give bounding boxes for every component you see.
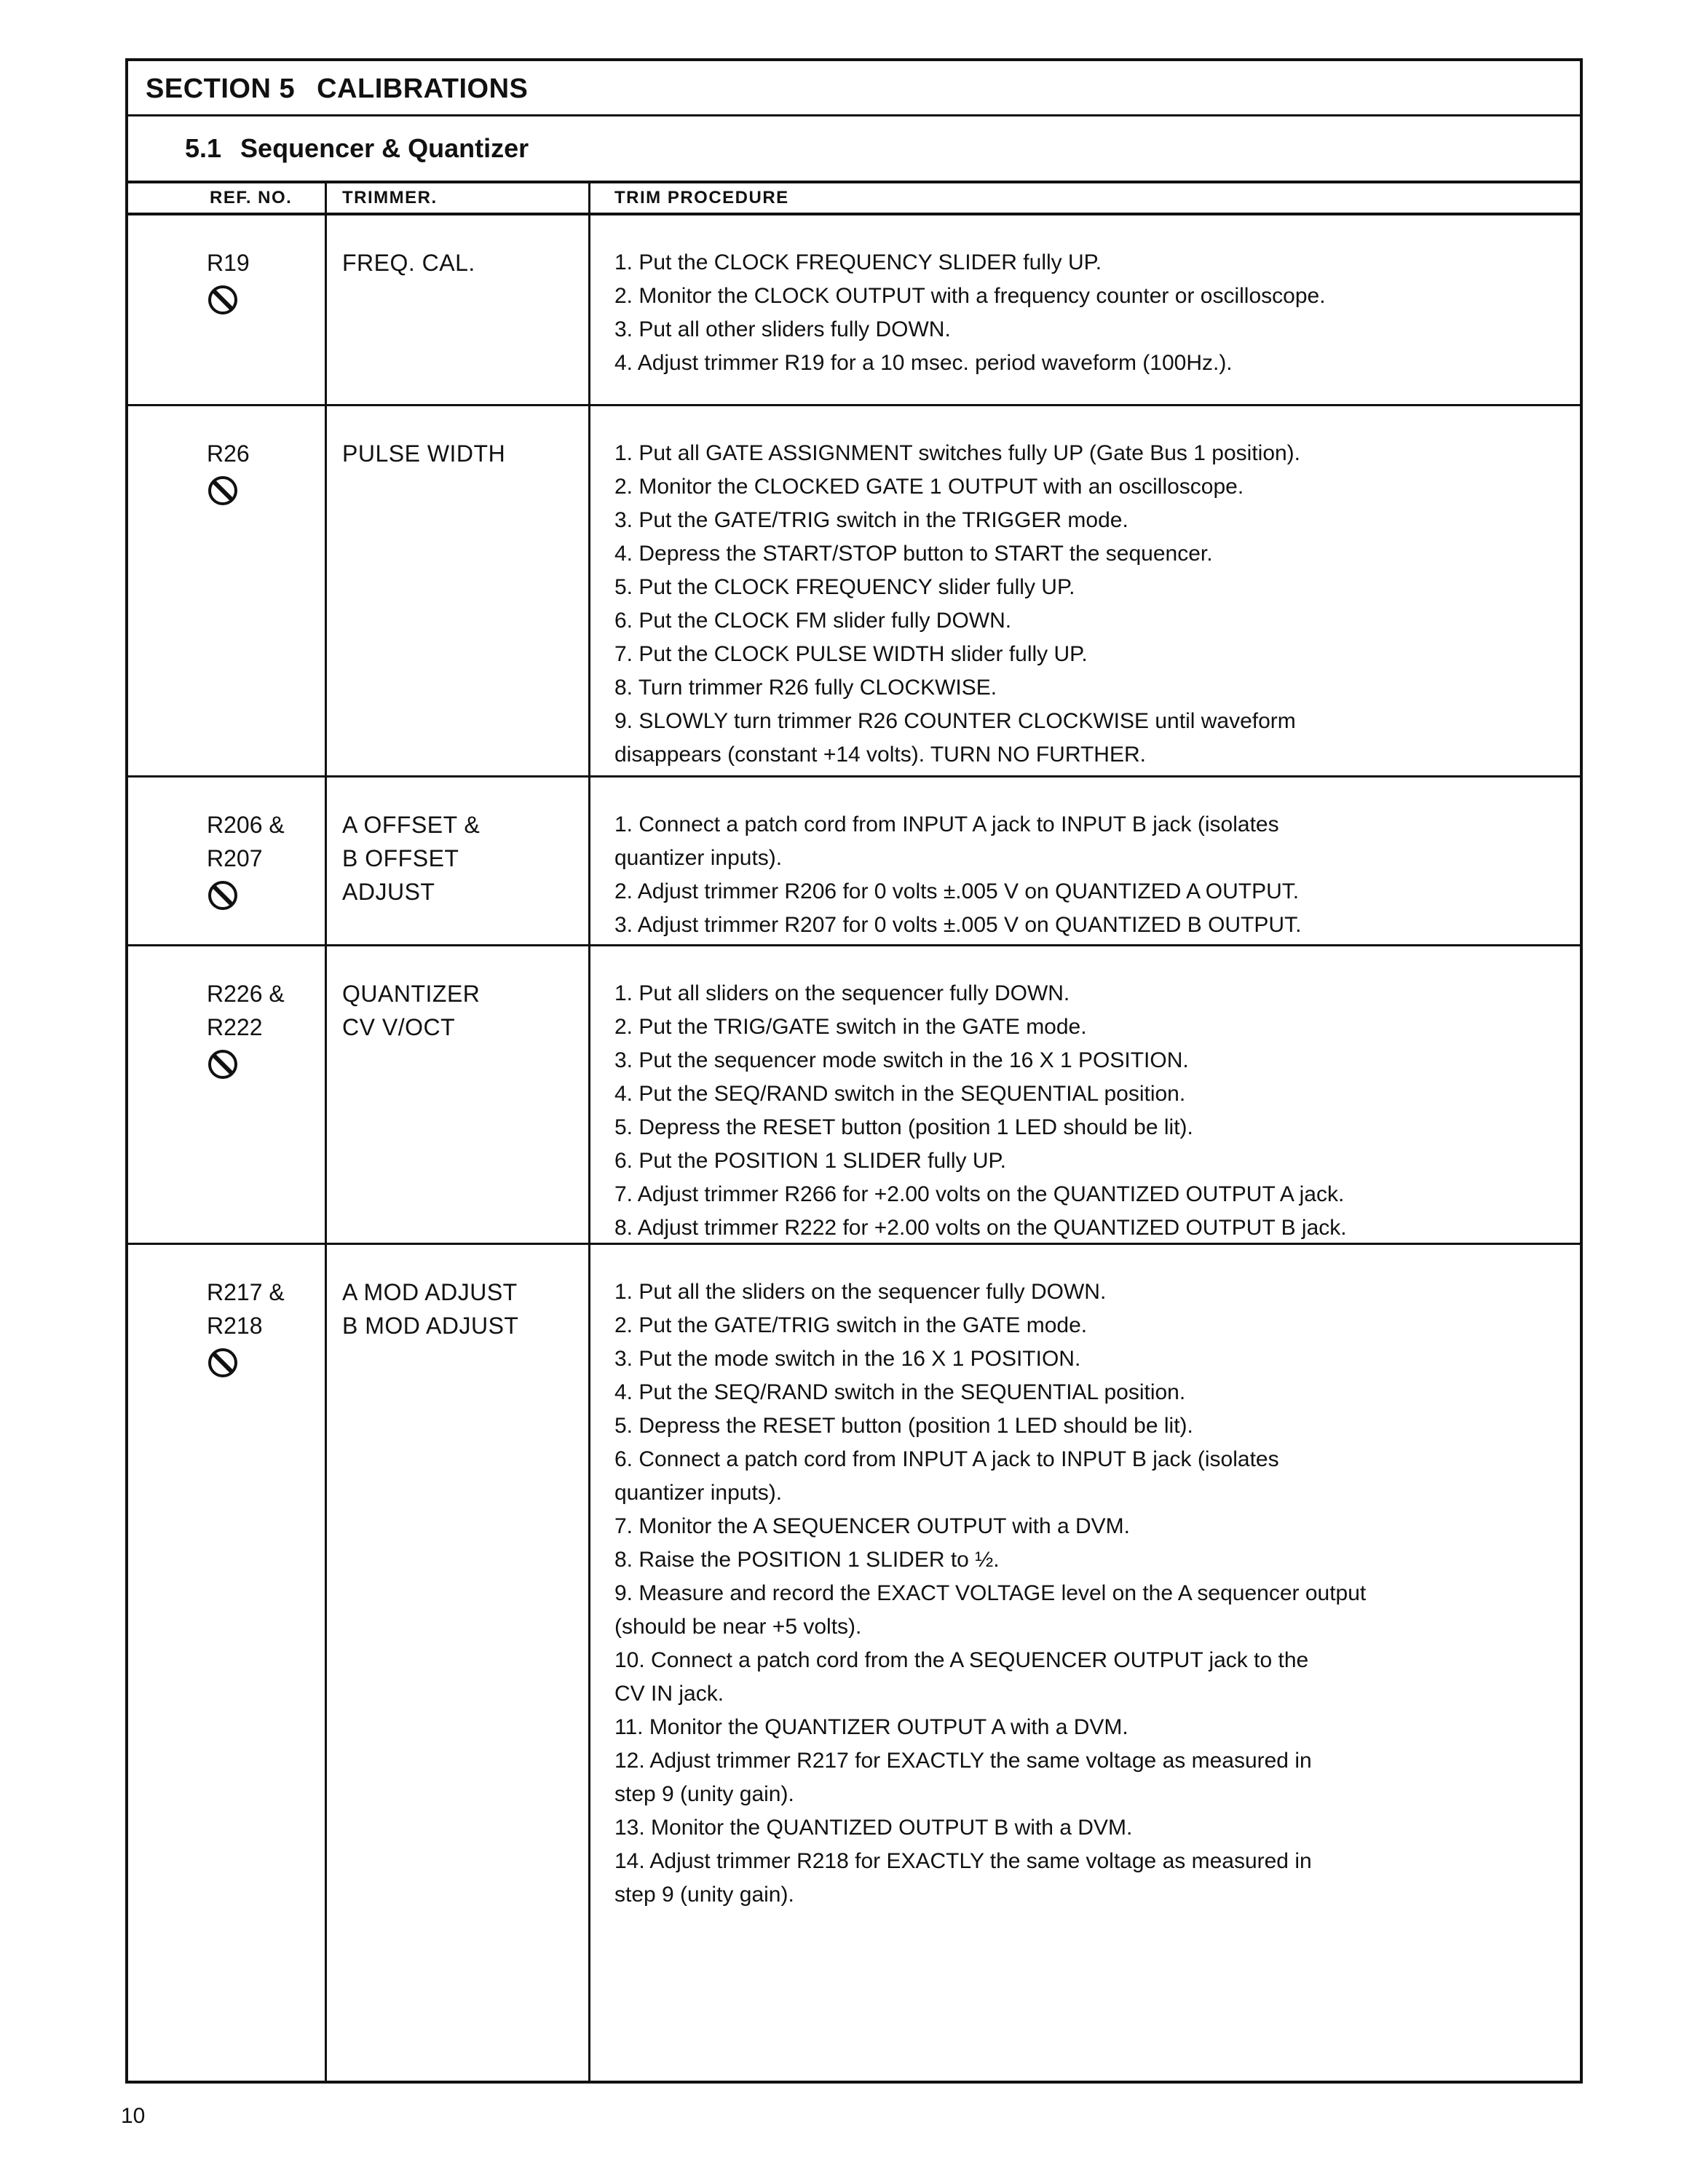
trimmer-cell	[342, 808, 480, 909]
procedure-step: 1. Put all the sliders on the sequencer fully DOWN.	[614, 1280, 1107, 1304]
column-header-ref: REF. NO.	[210, 188, 293, 207]
trimmer-name: CV V/OCT	[342, 1014, 456, 1040]
procedure-step: 14. Adjust trimmer R218 for EXACTLY the same voltage as measured in	[614, 1849, 1312, 1873]
procedure-cell	[614, 808, 1561, 942]
procedure-step: step 9 (unity gain).	[614, 1883, 794, 1907]
section-title: CALIBRATIONS	[317, 74, 529, 104]
procedure-step: 8. Raise the POSITION 1 SLIDER to ½.	[614, 1548, 1000, 1572]
procedure-step: 5. Put the CLOCK FREQUENCY slider fully UP.	[614, 575, 1075, 599]
trimmer-name: B OFFSET	[342, 845, 459, 871]
trimmer-name: A MOD ADJUST	[342, 1279, 518, 1305]
procedure-cell	[614, 977, 1561, 1245]
ref-number: R19	[207, 250, 250, 276]
calibration-row	[128, 946, 1580, 1245]
trimmer-cell	[342, 437, 505, 470]
subsection-header	[128, 116, 1580, 183]
procedure-step: 1. Put the CLOCK FREQUENCY SLIDER fully UP.	[614, 250, 1102, 274]
procedure-step: 7. Put the CLOCK PULSE WIDTH slider fully UP.	[614, 642, 1088, 666]
column-headers	[128, 183, 1580, 215]
procedure-step: 8. Adjust trimmer R222 for +2.00 volts on the QUANTIZED OUTPUT B jack.	[614, 1216, 1347, 1240]
procedure-step: 2. Adjust trimmer R206 for 0 volts ±.005 V on QUANTIZED A OUTPUT.	[614, 879, 1300, 903]
ref-cell	[207, 246, 250, 316]
procedure-step: 4. Put the SEQ/RAND switch in the SEQUENTIAL position.	[614, 1380, 1186, 1404]
procedure-step: 2. Monitor the CLOCKED GATE 1 OUTPUT with an oscilloscope.	[614, 475, 1244, 499]
procedure-step: 2. Put the GATE/TRIG switch in the GATE mode.	[614, 1313, 1088, 1337]
ref-number: R222	[207, 1014, 263, 1040]
procedure-step: 2. Monitor the CLOCK OUTPUT with a frequency counter or oscilloscope.	[614, 284, 1326, 308]
ref-number: R206 &	[207, 812, 285, 838]
ref-cell	[207, 808, 285, 911]
calibration-row	[128, 778, 1580, 946]
ref-number: R26	[207, 440, 250, 467]
procedure-step: (should be near +5 volts).	[614, 1615, 862, 1639]
procedure-step: 8. Turn trimmer R26 fully CLOCKWISE.	[614, 676, 997, 700]
trimmer-adjust-icon	[207, 1048, 239, 1080]
calibration-sheet	[125, 58, 1583, 2084]
procedure-step: 3. Put the GATE/TRIG switch in the TRIGGER mode.	[614, 508, 1128, 532]
procedure-step: 7. Adjust trimmer R266 for +2.00 volts on the QUANTIZED OUTPUT A jack.	[614, 1182, 1345, 1206]
procedure-step: 3. Put the sequencer mode switch in the 16 X 1 POSITION.	[614, 1048, 1189, 1072]
procedure-cell	[614, 246, 1561, 380]
procedure-cell	[614, 437, 1561, 772]
procedure-step: 7. Monitor the A SEQUENCER OUTPUT with a DVM.	[614, 1514, 1130, 1538]
trimmer-name: QUANTIZER	[342, 981, 481, 1007]
procedure-step: 5. Depress the RESET button (position 1 LED should be lit).	[614, 1115, 1193, 1139]
procedure-step: 11. Monitor the QUANTIZER OUTPUT A with a DVM.	[614, 1715, 1128, 1739]
trimmer-name: FREQ. CAL.	[342, 250, 475, 276]
procedure-step: 1. Put all sliders on the sequencer fully DOWN.	[614, 981, 1070, 1005]
procedure-step: 3. Adjust trimmer R207 for 0 volts ±.005 V on QUANTIZED B OUTPUT.	[614, 913, 1302, 937]
procedure-step: 4. Put the SEQ/RAND switch in the SEQUENTIAL position.	[614, 1082, 1186, 1106]
ref-number: R207	[207, 845, 263, 871]
procedure-step: 12. Adjust trimmer R217 for EXACTLY the same voltage as measured in	[614, 1749, 1312, 1773]
calibration-row	[128, 1245, 1580, 2084]
procedure-step: 3. Put the mode switch in the 16 X 1 POSITION.	[614, 1347, 1081, 1371]
procedure-step: 2. Put the TRIG/GATE switch in the GATE mode.	[614, 1015, 1087, 1039]
calibration-row	[128, 215, 1580, 406]
trimmer-cell	[342, 246, 475, 280]
ref-cell	[207, 437, 250, 507]
procedure-step: 6. Put the CLOCK FM slider fully DOWN.	[614, 609, 1012, 633]
trimmer-name: B MOD ADJUST	[342, 1313, 519, 1339]
procedure-step: 4. Adjust trimmer R19 for a 10 msec. period waveform (100Hz.).	[614, 351, 1233, 375]
trimmer-name: PULSE WIDTH	[342, 440, 506, 467]
calibration-row	[128, 406, 1580, 778]
ref-cell	[207, 1275, 285, 1379]
procedure-step: quantizer inputs).	[614, 846, 783, 870]
section-header	[128, 61, 1580, 116]
procedure-step: 5. Depress the RESET button (position 1 LED should be lit).	[614, 1414, 1193, 1438]
procedure-step: step 9 (unity gain).	[614, 1782, 794, 1806]
column-header-trimmer: TRIMMER.	[342, 188, 438, 207]
procedure-step: 10. Connect a patch cord from the A SEQUENCER OUTPUT jack to the	[614, 1648, 1309, 1672]
procedure-step: quantizer inputs).	[614, 1481, 783, 1505]
procedure-step: 3. Put all other sliders fully DOWN.	[614, 317, 951, 341]
trimmer-cell	[342, 1275, 518, 1342]
procedure-cell	[614, 1275, 1561, 1912]
trimmer-cell	[342, 977, 480, 1044]
procedure-step: 1. Put all GATE ASSIGNMENT switches fully UP (Gate Bus 1 position).	[614, 441, 1301, 465]
trimmer-name: ADJUST	[342, 879, 435, 905]
ref-number: R218	[207, 1313, 263, 1339]
procedure-step: 13. Monitor the QUANTIZED OUTPUT B with a DVM.	[614, 1816, 1133, 1840]
procedure-step: 9. SLOWLY turn trimmer R26 COUNTER CLOCKWISE until waveform	[614, 709, 1296, 733]
trimmer-adjust-icon	[207, 879, 239, 911]
trimmer-name: A OFFSET &	[342, 812, 481, 838]
procedure-step: disappears (constant +14 volts). TURN NO FURTHER.	[614, 743, 1146, 767]
procedure-step: 6. Put the POSITION 1 SLIDER fully UP.	[614, 1149, 1006, 1173]
trimmer-adjust-icon	[207, 1347, 239, 1379]
subsection-number: 5.1	[185, 133, 222, 163]
procedure-step: 9. Measure and record the EXACT VOLTAGE level on the A sequencer output	[614, 1581, 1367, 1605]
subsection-title: Sequencer & Quantizer	[240, 133, 529, 163]
procedure-step: CV IN jack.	[614, 1682, 724, 1706]
trimmer-adjust-icon	[207, 475, 239, 507]
column-header-procedure: TRIM PROCEDURE	[614, 188, 789, 207]
trimmer-adjust-icon	[207, 284, 239, 316]
ref-number: R226 &	[207, 981, 285, 1007]
procedure-step: 6. Connect a patch cord from INPUT A jack to INPUT B jack (isolates	[614, 1447, 1279, 1471]
section-number: SECTION 5	[146, 74, 296, 104]
ref-cell	[207, 977, 285, 1080]
page-number: 10	[121, 2104, 146, 2128]
ref-number: R217 &	[207, 1279, 285, 1305]
procedure-step: 1. Connect a patch cord from INPUT A jack to INPUT B jack (isolates	[614, 812, 1279, 836]
procedure-step: 4. Depress the START/STOP button to START the sequencer.	[614, 542, 1213, 566]
